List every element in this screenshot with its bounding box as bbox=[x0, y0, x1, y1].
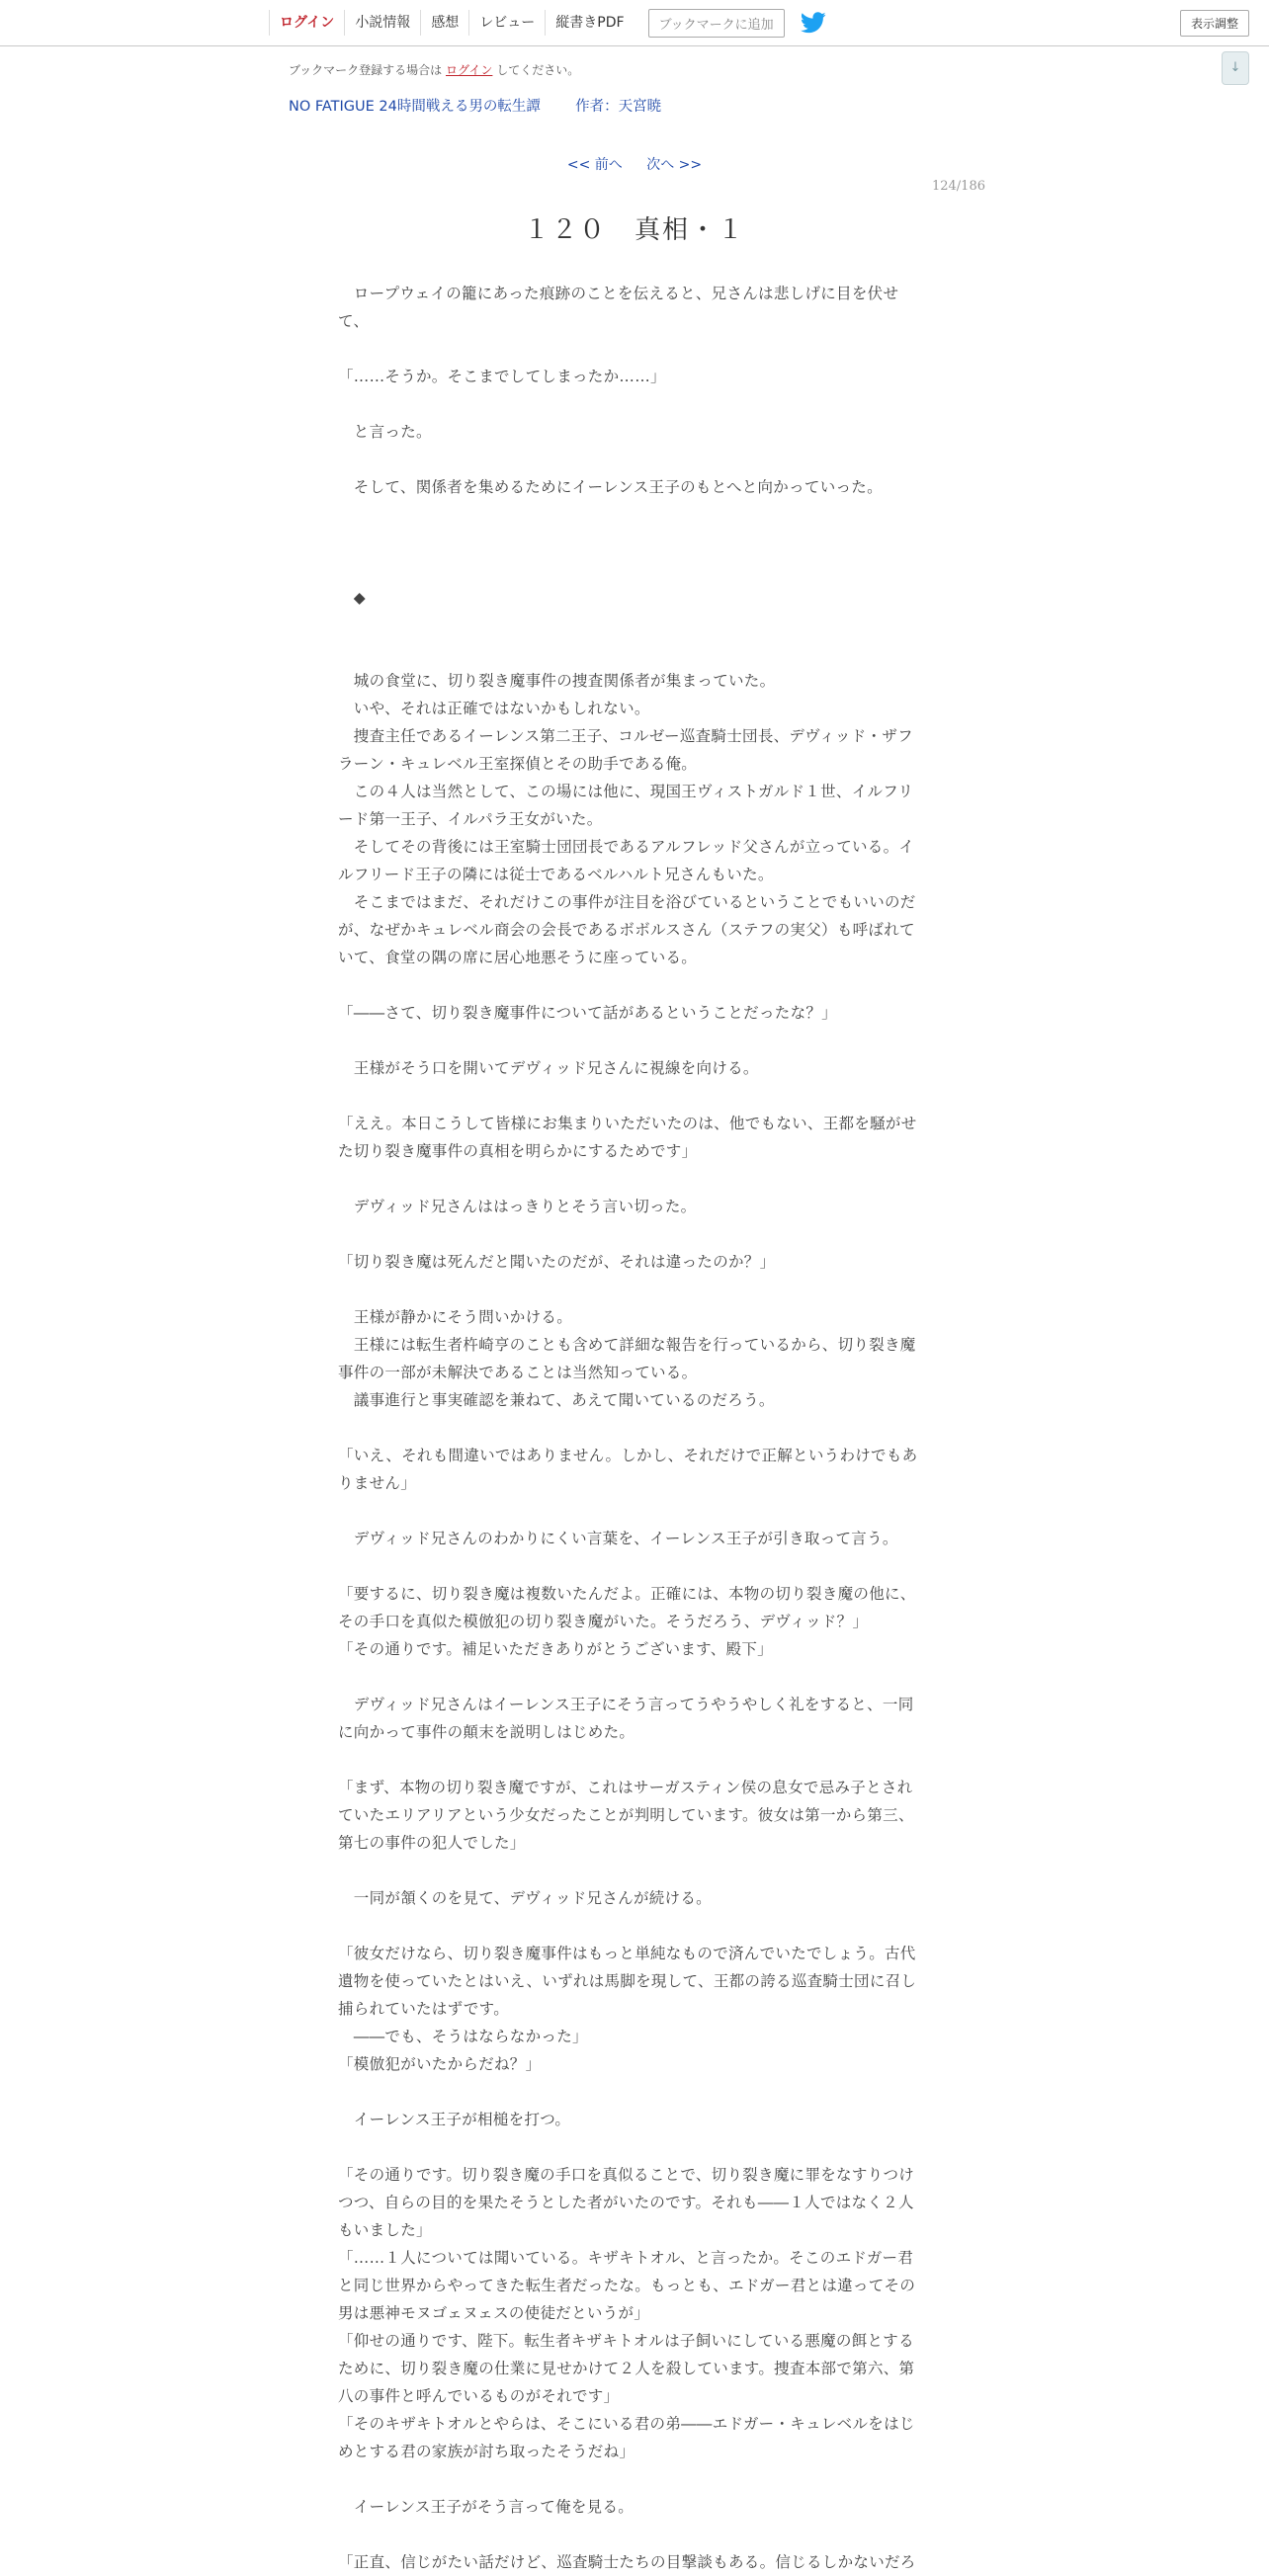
body-paragraph: 「――さて、切り裂き魔事件について話があるということだったな？」 bbox=[338, 1004, 837, 1022]
body-paragraph: デヴィッド兄さんはイーレンス王子にそう言ってうやうやしく礼をすると、一同に向かって事件の顛末を説明しはじめた。 bbox=[338, 1696, 914, 1741]
body-paragraph bbox=[338, 612, 925, 639]
body-paragraph: ロープウェイの籠にあった痕跡のことを伝えると、兄さんは悲しげに目を伏せて、 bbox=[338, 285, 899, 330]
body-paragraph: 城の食堂に、切り裂き魔事件の捜査関係者が集まっていた。 bbox=[338, 672, 776, 690]
body-paragraph: イーレンス王子が相槌を打つ。 bbox=[338, 2111, 571, 2128]
page-counter: 124/186 bbox=[931, 179, 985, 194]
body-paragraph: 「正直、信じがたい話だけど、巡査騎士たちの目撃談もある。信じるしかないだろ bbox=[338, 2553, 916, 2571]
body-paragraph: 一同が頷くのを見て、デヴィッド兄さんが続ける。 bbox=[338, 1889, 712, 1907]
login-note-link[interactable]: ログイン bbox=[446, 63, 493, 77]
add-bookmark-button[interactable]: ブックマークに追加 bbox=[648, 9, 785, 38]
body-paragraph: デヴィッド兄さんのわかりにくい言葉を、イーレンス王子が引き取って言う。 bbox=[338, 1530, 898, 1547]
body-paragraph: ◆ bbox=[338, 589, 367, 607]
body-paragraph bbox=[338, 2465, 925, 2493]
body-paragraph: そしてその背後には王室騎士団団長であるアルフレッド父さんが立っている。イルフリード王子の隣には従士であるベルハルト兄さんもいた。 bbox=[338, 838, 915, 883]
nav-novel-info-link[interactable]: 小説情報 bbox=[344, 10, 420, 36]
body-paragraph bbox=[338, 1857, 925, 1884]
author-label: 作者： bbox=[575, 99, 619, 115]
nav-vertical-pdf-link[interactable]: 縦書きPDF bbox=[545, 10, 634, 36]
chapter-title: １２０ 真相・１ bbox=[523, 215, 745, 245]
body-paragraph: いや、それは正確ではないかもしれない。 bbox=[338, 700, 650, 717]
body-paragraph: 「その通りです。補足いただきありがとうございます、殿下」 bbox=[338, 1640, 773, 1658]
body-paragraph bbox=[338, 1027, 925, 1054]
nav-review-link[interactable]: レビュー bbox=[468, 10, 545, 36]
body-paragraph: 「……そうか。そこまでしてしまったか……」 bbox=[338, 368, 666, 385]
body-paragraph: 捜査主任であるイーレンス第二王子、コルゼー巡査騎士団長、デヴィッド・ザフラーン・キュレベル王室探偵とその助手である俺。 bbox=[338, 727, 913, 773]
body-paragraph: 「その通りです。切り裂き魔の手口を真似ることで、切り裂き魔に罪をなすりつけつつ、自らの目的を果たそうとした者がいたのです。それも――１人ではなく２人もいました」 bbox=[338, 2166, 915, 2239]
body-paragraph bbox=[338, 501, 925, 529]
body-paragraph: 王様が静かにそう問いかける。 bbox=[338, 1308, 573, 1326]
login-note-before: ブックマーク登録する場合は bbox=[289, 63, 443, 77]
top-bar bbox=[0, 0, 1269, 46]
login-note bbox=[289, 61, 579, 78]
body-paragraph bbox=[338, 1912, 925, 1940]
body-paragraph bbox=[338, 1276, 925, 1303]
body-paragraph: そこまではまだ、それだけこの事件が注目を浴びているということでもいいのだが、なぜかキュレベル商会の会長であるボボルスさん（ステフの実父）も呼ばれていて、食堂の隅の席に居心地悪そうに座っている。 bbox=[338, 893, 916, 966]
body-paragraph bbox=[338, 639, 925, 667]
body-paragraph: 「模倣犯がいたからだね？」 bbox=[338, 2055, 542, 2073]
body-paragraph: そして、関係者を集めるためにイーレンス王子のもとへと向かっていった。 bbox=[338, 478, 883, 496]
body-paragraph bbox=[338, 2078, 925, 2106]
pager bbox=[0, 154, 1269, 174]
body-paragraph bbox=[338, 556, 925, 584]
nav-impressions-link[interactable]: 感想 bbox=[420, 10, 468, 36]
body-paragraph: 王様がそう口を開いてデヴィッド兄さんに視線を向ける。 bbox=[338, 1059, 759, 1077]
body-paragraph bbox=[338, 971, 925, 999]
body-paragraph bbox=[338, 1746, 925, 1774]
novel-header bbox=[289, 95, 661, 116]
nav-bar bbox=[269, 0, 826, 45]
body-paragraph: イーレンス王子がそう言って俺を見る。 bbox=[338, 2498, 634, 2516]
scroll-down-button[interactable]: ↓ bbox=[1222, 51, 1249, 85]
body-paragraph bbox=[338, 1165, 925, 1193]
body-paragraph bbox=[338, 1663, 925, 1691]
body-paragraph: 「……１人については聞いている。キザキトオル、と言ったか。そこのエドガー君と同じ世界からやってきた転生者だったな。もっとも、エドガー君とは違ってその男は悪神モヌゴェヌェスの使徒だというが」 bbox=[338, 2249, 916, 2322]
prev-link[interactable]: << 前へ bbox=[566, 157, 623, 173]
body-paragraph: この４人は当然として、この場には他に、現国王ヴィストガルド１世、イルフリード第一王子、イルパラ王女がいた。 bbox=[338, 783, 914, 828]
body-paragraph bbox=[338, 1552, 925, 1580]
body-paragraph: 「切り裂き魔は死んだと聞いたのだが、それは違ったのか？」 bbox=[338, 1253, 776, 1271]
author-link[interactable]: 天宮暁 bbox=[618, 99, 662, 115]
body-paragraph: 議事進行と事実確認を兼ねて、あえて聞いているのだろう。 bbox=[338, 1391, 775, 1409]
body-paragraph bbox=[338, 390, 925, 418]
body-paragraph bbox=[338, 529, 925, 556]
body-paragraph bbox=[338, 1414, 925, 1442]
body-paragraph: デヴィッド兄さんははっきりとそう言い切った。 bbox=[338, 1198, 697, 1215]
display-adjust-button[interactable]: 表示調整 bbox=[1180, 10, 1249, 37]
body-paragraph: 王様には転生者杵崎亨のことも含めて詳細な報告を行っているから、切り裂き魔事件の一部が未解決であることは当然知っている。 bbox=[338, 1336, 916, 1381]
body-paragraph: 「いえ、それも間違いではありません。しかし、それだけで正解というわけでもありません」 bbox=[338, 1447, 918, 1492]
body-paragraph: 「要するに、切り裂き魔は複数いたんだよ。正確には、本物の切り裂き魔の他に、その手口を真似た模倣犯の切り裂き魔がいた。そうだろう、デヴィッド？」 bbox=[338, 1585, 916, 1630]
novel-body bbox=[338, 280, 925, 2576]
body-paragraph bbox=[338, 2133, 925, 2161]
body-paragraph bbox=[338, 1497, 925, 1525]
body-paragraph: と言った。 bbox=[338, 423, 432, 441]
next-link[interactable]: 次へ >> bbox=[646, 157, 703, 173]
body-paragraph: 「まず、本物の切り裂き魔ですが、これはサーガスティン侯の息女で忌み子とされていたエリアリアという少女だったことが判明しています。彼女は第一から第三、第七の事件の犯人でした」 bbox=[338, 1779, 914, 1852]
body-paragraph: 「そのキザキトオルとやらは、そこにいる君の弟――エドガー・キュレベルをはじめとする君の家族が討ち取ったそうだね」 bbox=[338, 2415, 915, 2460]
novel-title-link[interactable]: NO FATIGUE 24時間戦える男の転生譚 bbox=[289, 99, 541, 115]
twitter-icon[interactable] bbox=[801, 12, 826, 34]
body-paragraph bbox=[338, 335, 925, 363]
body-paragraph bbox=[338, 1220, 925, 1248]
body-paragraph bbox=[338, 446, 925, 473]
body-paragraph bbox=[338, 2521, 925, 2548]
body-paragraph bbox=[338, 1082, 925, 1110]
login-note-after: してください。 bbox=[496, 63, 580, 77]
body-paragraph: 「ええ。本日こうして皆様にお集まりいただいたのは、他でもない、王都を騒がせた切り裂き魔事件の真相を明らかにするためです」 bbox=[338, 1115, 917, 1160]
body-paragraph: 「彼女だけなら、切り裂き魔事件はもっと単純なもので済んでいたでしょう。古代遺物を使っていたとはいえ、いずれは馬脚を現して、王都の誇る巡査騎士団に召し捕られていたはずです。 bbox=[338, 1945, 917, 2018]
body-paragraph: 「仰せの通りです、陛下。転生者キザキトオルは子飼いにしている悪魔の餌とするために、切り裂き魔の仕業に見せかけて２人を殺しています。捜査本部で第六、第八の事件と呼んでいるものがそれです」 bbox=[338, 2332, 915, 2405]
nav-login-link[interactable]: ログイン bbox=[269, 10, 344, 36]
body-paragraph: ――でも、そうはならなかった」 bbox=[338, 2028, 588, 2045]
